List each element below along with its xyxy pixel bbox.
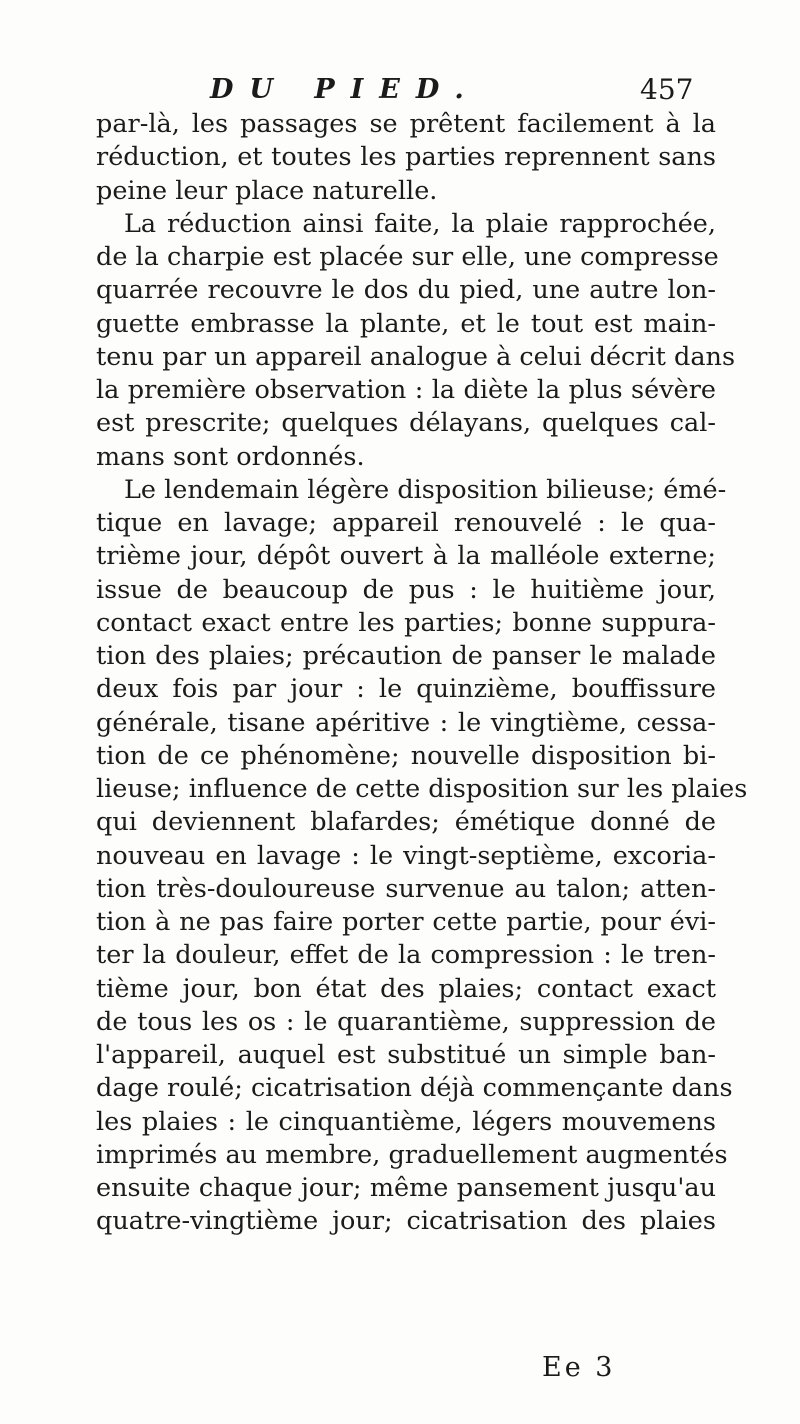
text-line: nouveau en lavage : le vingt-septième, excoria- [96, 840, 716, 871]
text-line: Le lendemain légère disposition bilieuse; émé- [124, 474, 727, 505]
text-line: contact exact entre les parties; bonne suppura- [96, 607, 716, 638]
text-line: deux fois par jour : le quinzième, bouffissure [96, 674, 716, 705]
text-line: réduction, et toutes les parties reprennent sans [96, 142, 716, 173]
text-line: tion à ne pas faire porter cette partie, pour évi- [96, 907, 716, 937]
text-line: tique en lavage; appareil renouvelé : le qua- [96, 508, 716, 538]
text-line: tenu par un appareil analogue à celui décrit dans [96, 341, 736, 372]
page-number: 457 [640, 73, 694, 106]
text-line: de la charpie est placée sur elle, une compresse [96, 242, 719, 272]
text-line: mans sont ordonnés. [96, 441, 365, 472]
text-line: l'appareil, auquel est substitué un simple ban- [96, 1040, 716, 1070]
text-line: peine leur place naturelle. [96, 175, 438, 206]
text-line: générale, tisane apéritive : le vingtième, cessa- [96, 707, 716, 738]
text-line: de tous les os : le quarantième, suppression de [96, 1006, 716, 1037]
text-line: est prescrite; quelques délayans, quelques cal- [96, 408, 716, 439]
text-line: ter la douleur, effet de la compression : le tren- [96, 940, 716, 971]
text-line: qui deviennent blafardes; émétique donné de [96, 807, 716, 838]
body-text [96, 108, 748, 1239]
text-line: tion des plaies; précaution de panser le malade [96, 641, 716, 671]
text-line: tion de ce phénomène; nouvelle disposition bi- [96, 740, 716, 771]
text-line: tion très-douloureuse survenue au talon; atten- [96, 873, 716, 904]
signature-mark: Ee 3 [542, 1352, 616, 1383]
text-line: les plaies : le cinquantième, légers mouvemens [96, 1106, 716, 1137]
page-header [0, 70, 800, 110]
text-line: issue de beaucoup de pus : le huitième jour, [96, 574, 716, 605]
running-title: DU PIED. [210, 74, 480, 105]
text-line: trième jour, dépôt ouvert à la malléole externe; [96, 541, 716, 572]
text-line: lieuse; influence de cette disposition sur les plaies [96, 774, 748, 804]
text-line: quarrée recouvre le dos du pied, une autre lon- [96, 275, 716, 306]
text-line: ensuite chaque jour; même pansement jusqu'au [96, 1173, 716, 1203]
text-line: tième jour, bon état des plaies; contact exact [96, 973, 716, 1004]
text-line: la première observation : la diète la plus sévère [96, 375, 716, 405]
text-line: dage roulé; cicatrisation déjà commençante dans [96, 1073, 733, 1104]
text-line: imprimés au membre, graduellement augmentés [96, 1139, 728, 1170]
text-line: guette embrasse la plante, et le tout est main- [96, 308, 716, 339]
text-line: La réduction ainsi faite, la plaie rapprochée, [124, 208, 716, 239]
text-line: quatre-vingtième jour; cicatrisation des plaies [96, 1206, 716, 1237]
text-line: par-là, les passages se prêtent facilement à la [96, 109, 716, 139]
